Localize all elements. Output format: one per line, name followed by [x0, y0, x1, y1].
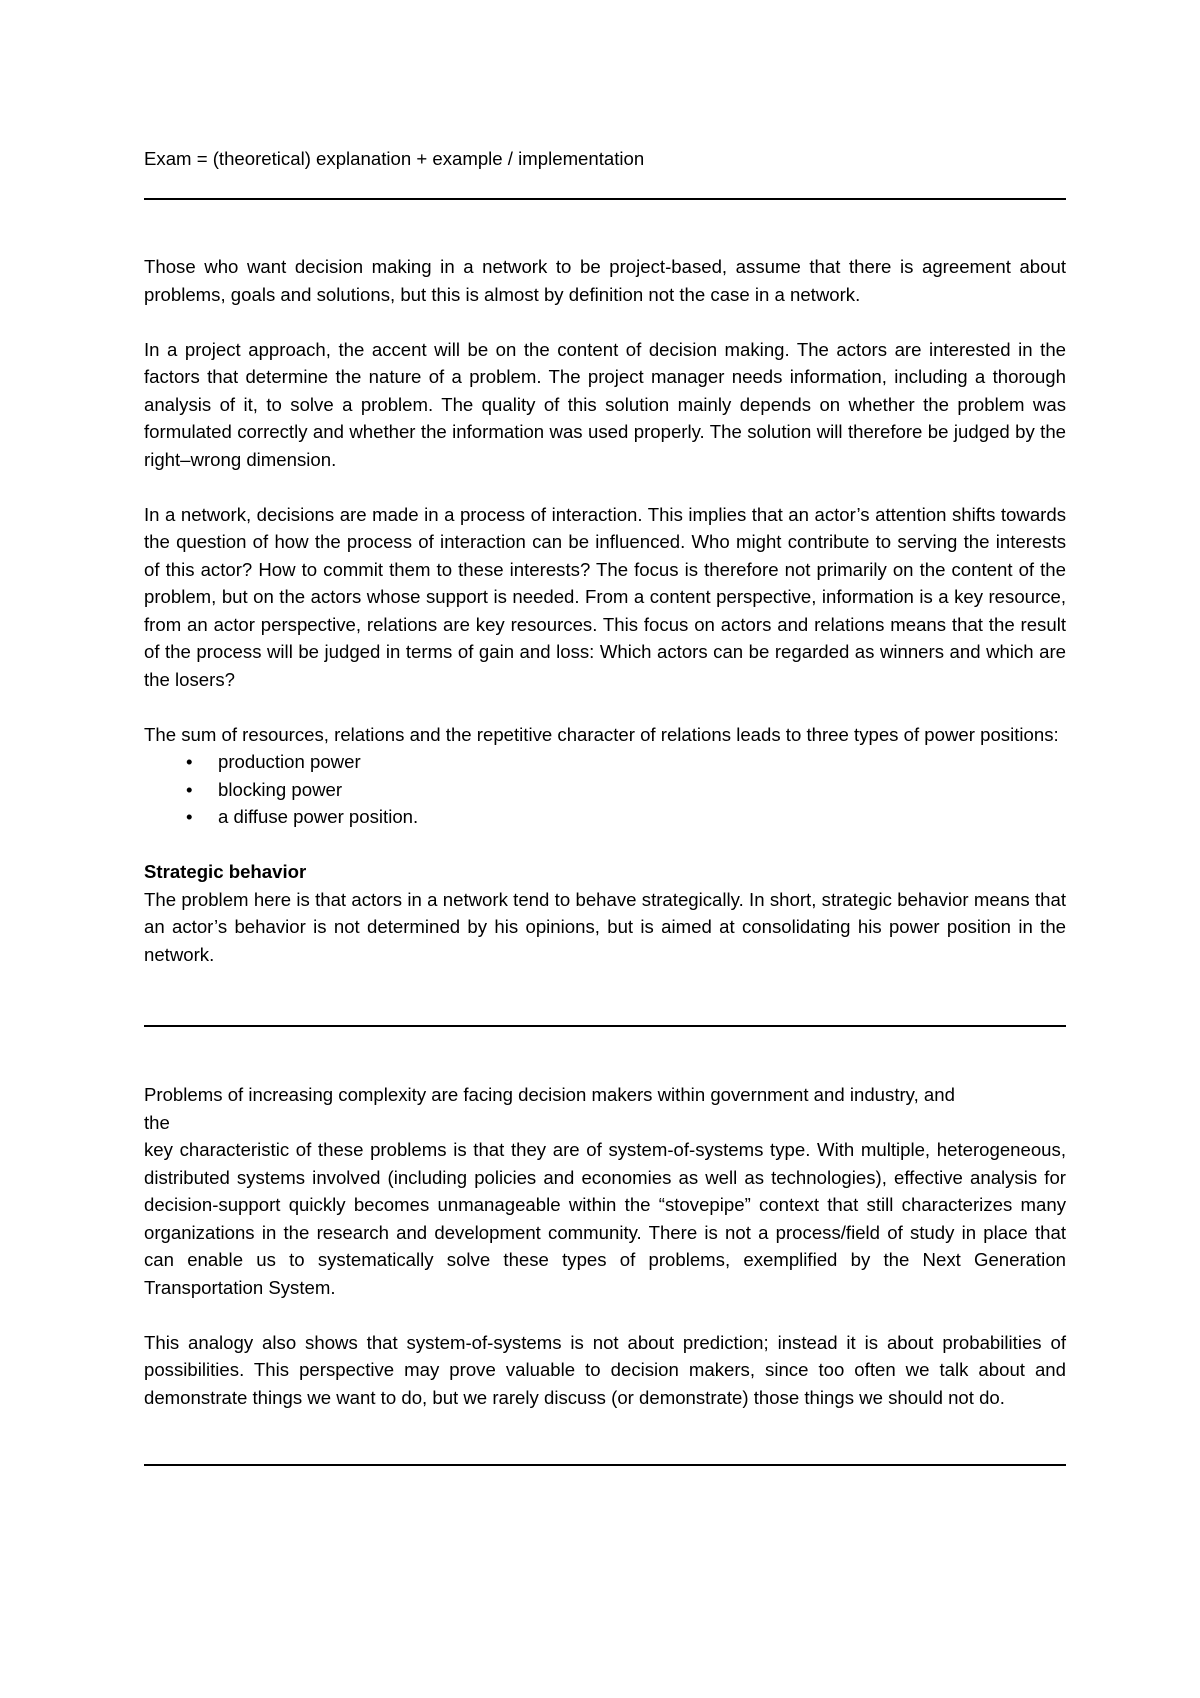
- horizontal-rule: [144, 1464, 1066, 1466]
- paragraph-complexity-first-line: [144, 1081, 1066, 1136]
- strategic-behavior-paragraph: [144, 858, 1066, 968]
- bullet-icon: •: [186, 751, 193, 772]
- list-item: [144, 748, 1066, 776]
- bullet-icon: •: [186, 778, 193, 800]
- section-network-decision-making: [144, 253, 1066, 968]
- list-item-text: production power: [218, 751, 361, 772]
- list-item-text: blocking power: [218, 778, 343, 800]
- bullet-icon: •: [186, 806, 193, 827]
- horizontal-rule: [144, 1025, 1066, 1027]
- paragraph-project-based: Those who want decision making in a network to be project-based, assume that there is agreement about problems, goals and solutions, but this is almost by definition not the case in a network.: [144, 256, 1066, 305]
- paragraph-network-interaction: In a network, decisions are made in a process of interaction. This implies that an actor’s attention shifts towards the question of how the process of interaction can be influenced. Who might contribute to serving the interests of this actor? How to commit them to these interests? The focus is therefore not primarily on the content of the problem, but on the actors whose support is needed. From a content perspective, information is a key resource, from an actor perspective, relations are key resources. This focus on actors and relations means that the result of the process will be judged in terms of gain and loss: Which actors can be regarded as winners and which are the losers?: [144, 503, 1066, 690]
- horizontal-rule: [144, 198, 1066, 200]
- paragraph-power-positions-intro: The sum of resources, relations and the repetitive character of relations leads to three types of power positions:: [144, 723, 1059, 745]
- paragraph-analogy: This analogy also shows that system-of-systems is not about prediction; instead it is about probabilities of possibilities. This perspective may prove valuable to decision makers, since too often we talk about and demonstrate things we want to do, but we rarely discuss (or demonstrate) those things we should not do.: [144, 1331, 1066, 1408]
- list-item: [144, 776, 1066, 804]
- power-positions-list: [144, 748, 1066, 831]
- strategic-behavior-text: The problem here is that actors in a network tend to behave strategically. In short, strategic behavior means that an actor’s behavior is not determined by his opinions, but is aimed at consolidating his power position in the network.: [144, 888, 1066, 965]
- list-item-text: a diffuse power position.: [218, 806, 419, 827]
- paragraph-project-approach: In a project approach, the accent will be on the content of decision making. The actors are interested in the factors that determine the nature of a problem. The project manager needs information, including a thorough analysis of it, to solve a problem. The quality of this solution mainly depends on whether the problem was formulated correctly and whether the information was used properly. The solution will therefore be judged by the right–wrong dimension.: [144, 338, 1066, 470]
- strategic-behavior-heading: Strategic behavior: [144, 861, 307, 882]
- complexity-line-a: Problems of increasing complexity are facing decision makers within government and industry, and: [144, 1084, 955, 1105]
- list-item: [144, 803, 1066, 831]
- complexity-line-b: the: [144, 1111, 170, 1133]
- section-system-of-systems: [144, 1081, 1066, 1411]
- exam-title-line: Exam = (theoretical) explanation + example / implementation: [144, 148, 645, 169]
- paragraph-system-of-systems: key characteristic of these problems is that they are of system-of-systems type. With multiple, heterogeneous, distributed systems involved (including policies and economies as well as technologies), effective analysis for decision-support quickly becomes unmanageable within the “stovepipe” context that still characterizes many organizations in the research and development community. There is not a process/field of study in place that can enable us to systematically solve these types of problems, exemplified by the Next Generation Transportation System.: [144, 1139, 1066, 1298]
